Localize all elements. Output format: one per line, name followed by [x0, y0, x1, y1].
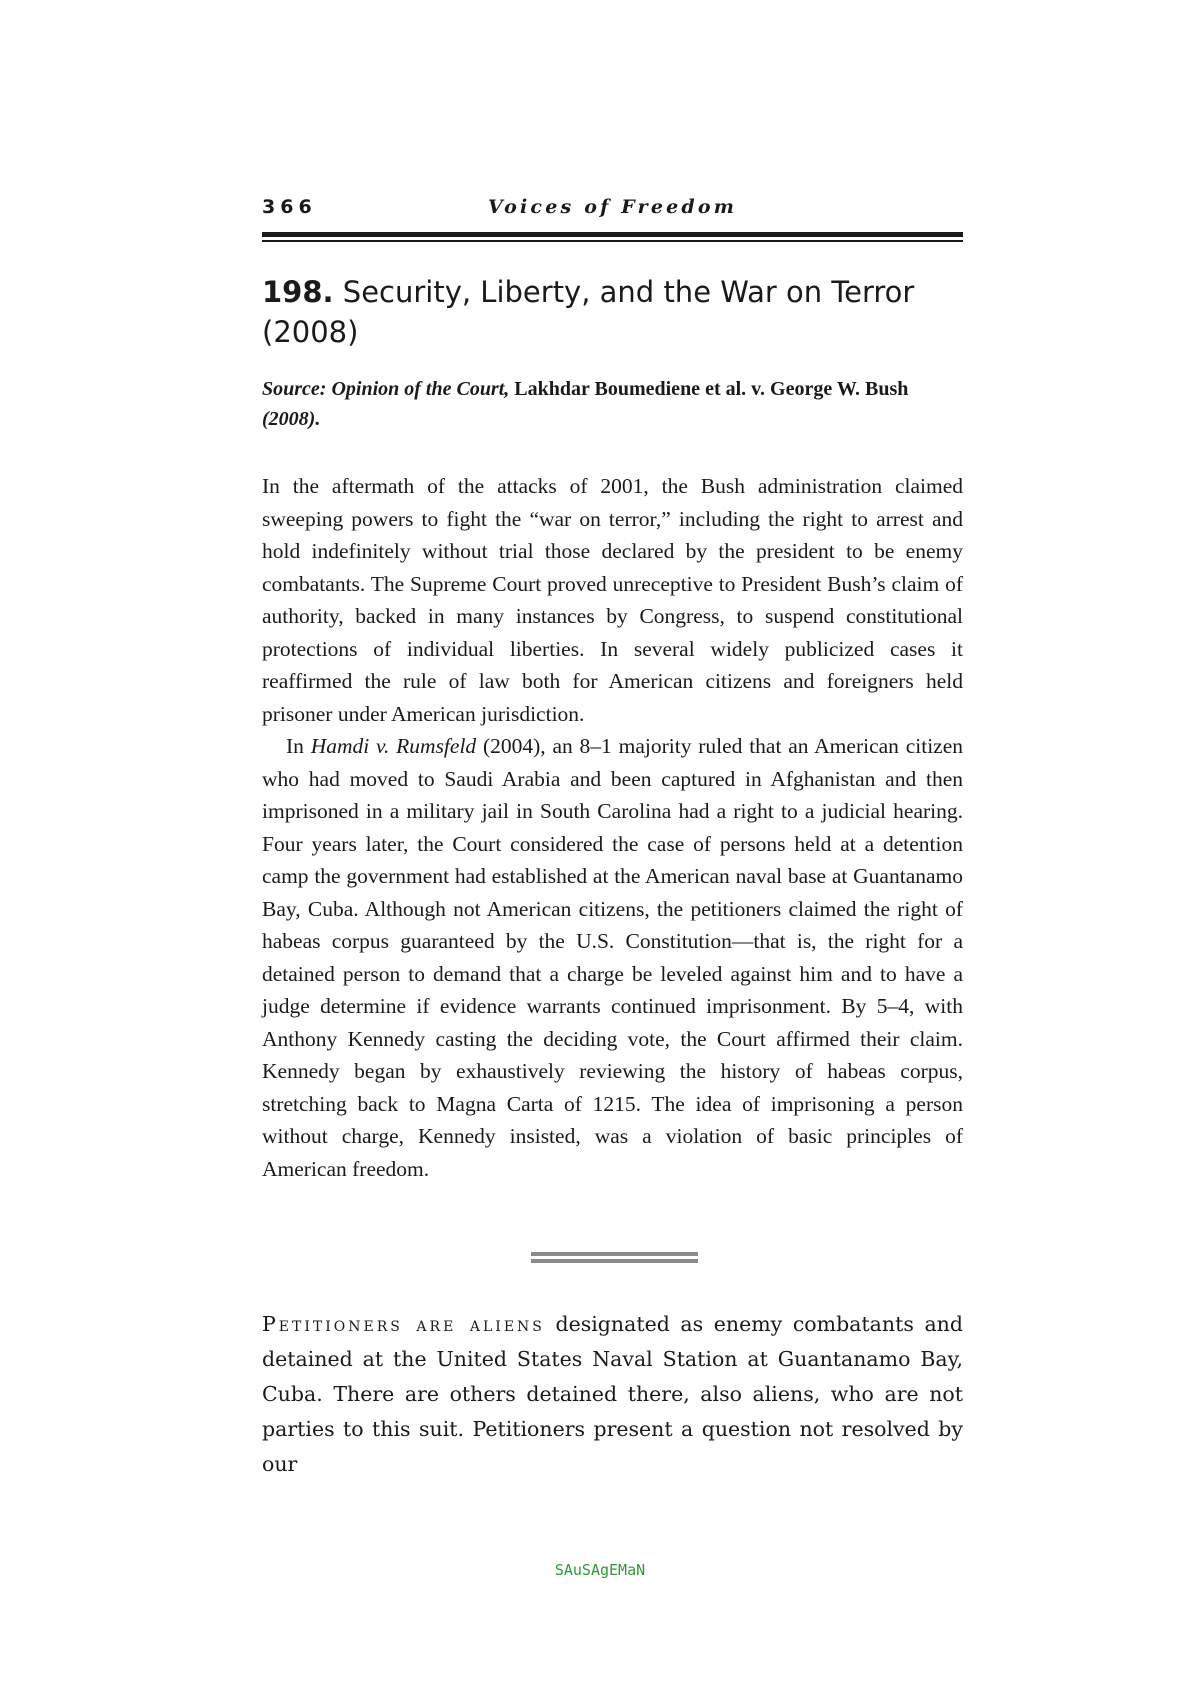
header-rule-thick: [262, 232, 963, 237]
document-number: 198.: [262, 275, 334, 309]
intro-p2-start: In: [286, 734, 311, 758]
page-number: 366: [262, 196, 317, 218]
source-line: [262, 374, 963, 434]
case-name-hamdi: Hamdi v. Rumsfeld: [310, 734, 477, 758]
book-title: Voices of Freedom: [487, 196, 738, 218]
running-head: [262, 196, 963, 226]
excerpt-text: designated as enemy combatants and detained at the United States Naval Station at Guantanamo Bay, Cuba. There are others detained there, also aliens, who are not parties to this suit. Petitioners present a question not resolved by our: [262, 1312, 963, 1476]
source-year: (2008).: [262, 408, 321, 430]
section-ornament-top: [531, 1252, 698, 1256]
court-opinion-excerpt: [262, 1307, 963, 1482]
intro-p2-rest: (2004), an 8–1 majority ruled that an American citizen who had moved to Saudi Arabia and been captured in Afghanistan and then imprisoned in a military jail in South Carolina had a right to a judicial hearing. Four years later, the Court considered the case of persons held at a detention camp the government had established at the American naval base at Guantanamo Bay, Cuba. Although not American citizens, the petitioners claimed the right of habeas corpus guaranteed by the U.S. Constitution—that is, the right for a detained person to demand that a charge be leveled against him and to have a judge determine if evidence warrants continued imprisonment. By 5–4, with Anthony Kennedy casting the deciding vote, the Court affirmed their claim. Kennedy began by exhaustively reviewing the history of habeas corpus, stretching back to Magna Carta of 1215. The idea of imprisoning a person without charge, Kennedy insisted, was a violation of basic principles of American freedom.: [262, 734, 964, 1181]
source-case: Lakhdar Boumediene et al. v. George W. Bush: [514, 378, 909, 400]
section-ornament-bottom: [531, 1259, 698, 1263]
footer-watermark: SAuSAgEMaN: [554, 1561, 646, 1579]
document-title: [262, 272, 963, 352]
intro-paragraph-2: [262, 730, 963, 1185]
introduction: [262, 470, 963, 1185]
intro-paragraph-1: In the aftermath of the attacks of 2001, the Bush administration claimed sweeping powers to fight the “war on terror,” including the right to arrest and hold indefinitely without trial those declared by the president to be enemy combatants. The Supreme Court proved unreceptive to President Bush’s claim of authority, backed in many instances by Congress, to suspend constitutional protections of individual liberties. In several widely publicized cases it reaffirmed the rule of law both for American citizens and foreigners held prisoner under American jurisdiction.: [262, 474, 963, 726]
source-label: Source:: [262, 378, 327, 400]
source-work: Opinion of the Court,: [331, 378, 510, 400]
document-title-text: Security, Liberty, and the War on Terror (2008): [262, 275, 915, 349]
excerpt-lead-words: Petitioners are aliens: [262, 1312, 545, 1336]
header-rule-thin: [262, 240, 963, 242]
